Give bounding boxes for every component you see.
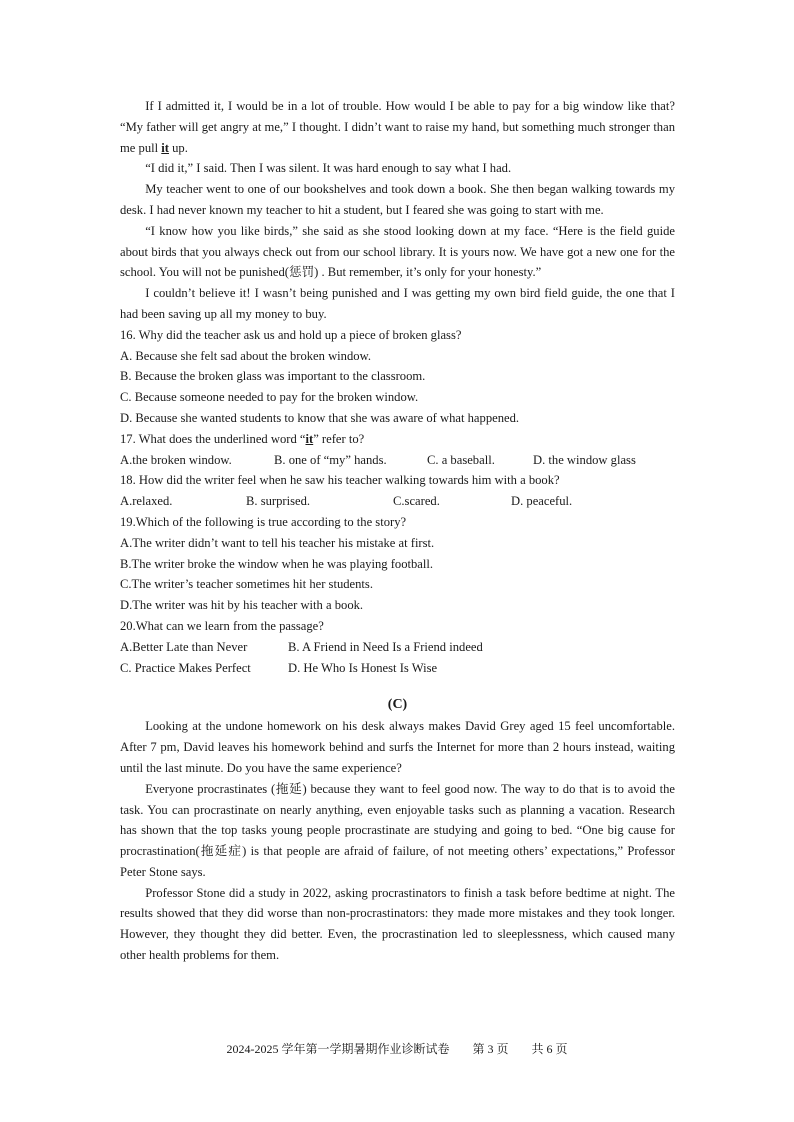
passage-paragraph: Professor Stone did a study in 2022, asking procrastinators to finish a task before bedtime at night. The results showed that they did worse than non-procrastinators: they made more mistakes and they took longer. However, they thought they did better. Even, the procrastination led to sleeplessness, which caused many other health problems for them. xyxy=(120,885,675,963)
options-row xyxy=(120,450,675,471)
option: D. the window glass xyxy=(533,452,636,467)
option: C. Practice Makes Perfect xyxy=(120,660,251,675)
option: B.The writer broke the window when he was playing football. xyxy=(120,556,434,571)
paragraph-text: If I admitted it, I would be in a lot of trouble. How would I be able to pay for a big window like that? “My father will get angry at me,” I thought. I didn’t want to raise my hand, but something much stronger than me pull xyxy=(120,99,675,155)
document-page xyxy=(120,96,675,966)
option: A. Because she felt sad about the broken window. xyxy=(120,348,371,363)
option: C. a baseball. xyxy=(427,452,495,467)
footer-total-pages: 共 6 页 xyxy=(531,1042,568,1056)
passage-paragraph: “I did it,” I said. Then I was silent. It was hard enough to say what I had. xyxy=(145,161,512,176)
option: C.scared. xyxy=(393,494,440,509)
question-17 xyxy=(120,429,675,450)
footer-page-number: 第 3 页 xyxy=(472,1042,509,1056)
question-19: 19.Which of the following is true according to the story? xyxy=(120,514,407,529)
option: C.The writer’s teacher sometimes hit her students. xyxy=(120,577,373,592)
page-footer xyxy=(0,1040,794,1057)
option: C. Because someone needed to pay for the broken window. xyxy=(120,390,419,405)
footer-title: 2024-2025 学年第一学期暑期作业诊断试卷 xyxy=(226,1042,450,1056)
option: D. peaceful. xyxy=(511,494,573,509)
passage-paragraph: Everyone procrastinates (拖延) because they want to feel good now. The way to do that is to avoid the task. You can procrastinate on nearly anything, even enjoyable tasks such as planning a vacation. Research has shown that the top tasks young people procrastinate are studying and going to bed. “One big cause for procrastination(拖延症) is that people are afraid of failure, of not meeting others’ expectations,” Professor Peter Stone says. xyxy=(120,781,675,879)
question-16: 16. Why did the teacher ask us and hold up a piece of broken glass? xyxy=(120,327,462,342)
option: A.the broken window. xyxy=(120,452,232,467)
question-20: 20.What can we learn from the passage? xyxy=(120,618,324,633)
underlined-word: it xyxy=(305,431,314,446)
options-row xyxy=(120,637,675,658)
question-text: 17. What does the underlined word “ xyxy=(120,431,306,446)
section-heading: (C) xyxy=(387,697,408,713)
option: D. Because she wanted students to know that she was aware of what happened. xyxy=(120,410,520,425)
question-18: 18. How did the writer feel when he saw his teacher walking towards him with a book? xyxy=(120,473,560,488)
passage-paragraph: I couldn’t believe it! I wasn’t being punished and I was getting my own bird field guide, the one that I had been saving up all my money to buy. xyxy=(120,286,675,321)
option: B. A Friend in Need Is a Friend indeed xyxy=(288,639,483,654)
paragraph-text: up. xyxy=(168,140,188,155)
passage-paragraph: “I know how you like birds,” she said as she stood looking down at my face. “Here is the field guide about birds that you always check out from our school library. It is yours now. We have got a new one for the school. You will not be punished(惩罚) . But remember, it’s only for your honesty.” xyxy=(120,223,675,280)
option: A.The writer didn’t want to tell his teacher his mistake at first. xyxy=(120,535,435,550)
option: D. He Who Is Honest Is Wise xyxy=(288,660,438,675)
options-row xyxy=(120,658,675,679)
option: A.relaxed. xyxy=(120,494,173,509)
option: B. surprised. xyxy=(246,494,311,509)
option: B. Because the broken glass was important to the classroom. xyxy=(120,369,426,384)
option: A.Better Late than Never xyxy=(120,639,248,654)
option: B. one of “my” hands. xyxy=(274,452,387,467)
passage-paragraph: Looking at the undone homework on his desk always makes David Grey aged 15 feel uncomfortable. After 7 pm, David leaves his homework behind and surfs the Internet for more than 2 hours instead, waiting until the last minute. Do you have the same experience? xyxy=(120,719,675,775)
underlined-word: it xyxy=(161,140,169,155)
passage-paragraph xyxy=(120,96,675,158)
options-row xyxy=(120,491,675,512)
passage-paragraph: My teacher went to one of our bookshelves and took down a book. She then began walking towards my desk. I had never known my teacher to hit a student, but I feared she was going to start with me. xyxy=(120,182,675,217)
question-text: ” refer to? xyxy=(313,431,365,446)
option: D.The writer was hit by his teacher with a book. xyxy=(120,598,364,613)
